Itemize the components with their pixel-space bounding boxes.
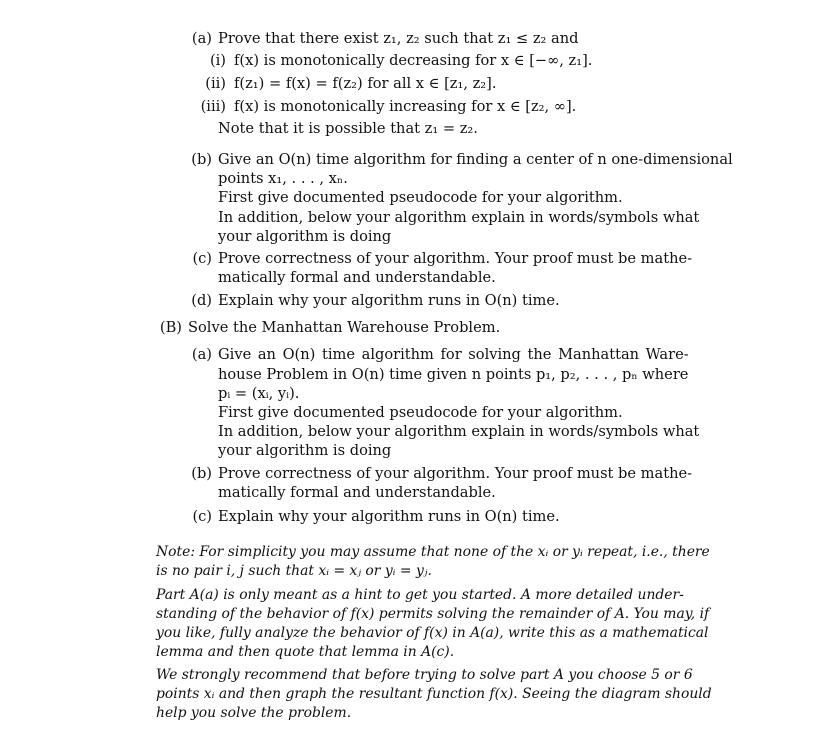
part-a-a-iii-label: (iii) bbox=[200, 98, 226, 115]
part-a-c-label: (c) bbox=[192, 250, 212, 267]
part-a-c-line: Prove correctness of your algorithm. Your proof must be mathe- bbox=[218, 250, 693, 267]
part-a-a-i-text: f(x) is monotonically decreasing for x ∈ [−∞, z₁]. bbox=[234, 52, 593, 69]
note-recommendation: help you solve the problem. bbox=[156, 705, 352, 721]
part-a-c-line: matically formal and understandable. bbox=[218, 269, 496, 286]
part-a-b-line: Give an O(n) time algorithm for finding a center of n one-dimensional bbox=[218, 151, 733, 168]
part-b-a-line: Give an O(n) time algorithm for solving the Manhattan Ware- bbox=[218, 346, 689, 363]
note-repeat-assumption: Note: For simplicity you may assume that none of the xᵢ or yᵢ repeat, i.e., there bbox=[156, 544, 710, 560]
note-hint: lemma and then quote that lemma in A(c). bbox=[156, 644, 455, 660]
part-a-b-line: points x₁, . . . , xₙ. bbox=[218, 170, 348, 187]
part-a-a-label: (a) bbox=[191, 30, 212, 47]
part-b-a-label: (a) bbox=[191, 346, 212, 363]
part-b-heading: Solve the Manhattan Warehouse Problem. bbox=[188, 319, 501, 336]
part-b-b-label: (b) bbox=[191, 465, 212, 482]
part-b-c-line: Explain why your algorithm runs in O(n) time. bbox=[218, 508, 560, 525]
part-a-d-label: (d) bbox=[191, 292, 212, 309]
note-repeat-assumption: is no pair i, j such that xᵢ = xⱼ or yᵢ = yⱼ. bbox=[156, 563, 432, 579]
part-a-a-ii-label: (ii) bbox=[205, 75, 226, 92]
part-b-label: (B) bbox=[159, 319, 182, 336]
part-a-a-i-label: (i) bbox=[209, 52, 226, 69]
part-a-b-line: First give documented pseudocode for your algorithm. bbox=[218, 189, 623, 206]
part-b-a-line: your algorithm is doing bbox=[218, 442, 392, 459]
note-recommendation: points xᵢ and then graph the resultant function f(x). Seeing the diagram should bbox=[156, 686, 712, 702]
note-hint: standing of the behavior of f(x) permits solving the remainder of A. You may, if bbox=[156, 606, 710, 622]
part-b-b-line: Prove correctness of your algorithm. Your proof must be mathe- bbox=[218, 465, 693, 482]
part-a-b-label: (b) bbox=[191, 151, 212, 168]
part-a-b-line: In addition, below your algorithm explain in words/symbols what bbox=[218, 209, 700, 226]
part-b-a-line: In addition, below your algorithm explain in words/symbols what bbox=[218, 423, 700, 440]
part-a-d-line: Explain why your algorithm runs in O(n) time. bbox=[218, 292, 560, 309]
part-b-a-line: pᵢ = (xᵢ, yᵢ). bbox=[218, 385, 300, 402]
part-b-b-line: matically formal and understandable. bbox=[218, 484, 496, 501]
part-a-a-iii-text: f(x) is monotonically increasing for x ∈ [z₂, ∞]. bbox=[234, 98, 577, 115]
part-a-a-note: Note that it is possible that z₁ = z₂. bbox=[218, 120, 478, 137]
part-b-a-line: First give documented pseudocode for your algorithm. bbox=[218, 404, 623, 421]
part-b-a-line: house Problem in O(n) time given n points p₁, p₂, . . . , pₙ where bbox=[218, 366, 689, 383]
note-hint: Part A(a) is only meant as a hint to get you started. A more detailed under- bbox=[156, 587, 684, 603]
note-hint: you like, fully analyze the behavior of f(x) in A(a), write this as a mathematical bbox=[156, 625, 709, 641]
note-recommendation: We strongly recommend that before trying to solve part A you choose 5 or 6 bbox=[156, 667, 693, 683]
part-a-a-text: Prove that there exist z₁, z₂ such that z₁ ≤ z₂ and bbox=[218, 30, 579, 47]
part-a-b-line: your algorithm is doing bbox=[218, 228, 392, 245]
part-a-a-ii-text: f(z₁) = f(x) = f(z₂) for all x ∈ [z₁, z₂]. bbox=[234, 75, 497, 92]
part-b-c-label: (c) bbox=[192, 508, 212, 525]
